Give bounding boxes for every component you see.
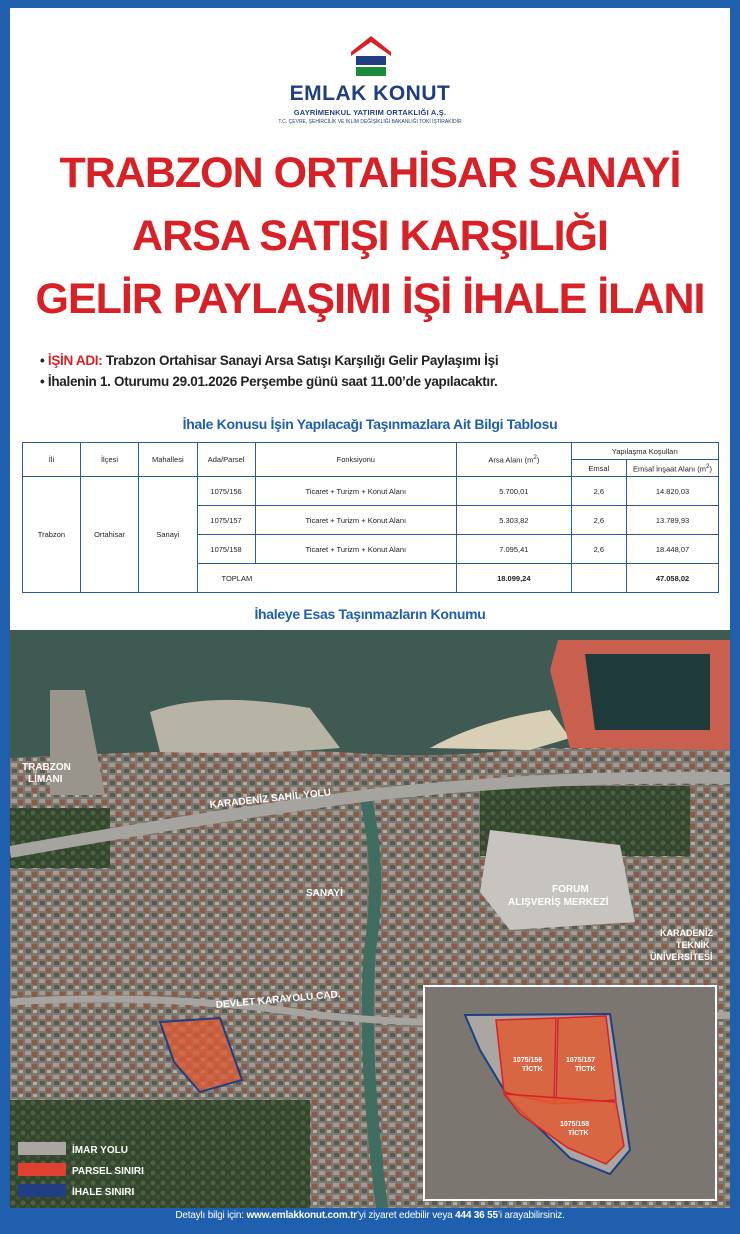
footer-middle: ’yi ziyaret edebilir veya	[356, 1210, 453, 1221]
footer-phone: 444 36 55	[455, 1210, 498, 1221]
title-line-2: ARSA SATIŞI KARŞILIĞI	[132, 212, 608, 260]
marina-water	[585, 654, 710, 730]
forum-label-1: FORUM	[552, 884, 589, 895]
parcel-156-type: TİCTK	[522, 1066, 543, 1073]
devlet-road-label: DEVLET KARAYOLU CAD.	[215, 989, 341, 1011]
house-logo-icon	[346, 30, 396, 80]
cell-emsal-alan: 14.820,03	[627, 477, 719, 506]
parcel-158-label: 1075/158	[560, 1121, 590, 1128]
emlak-konut-logo	[10, 30, 730, 140]
footer-url-link[interactable]: www.emlakkonut.com.tr	[246, 1210, 357, 1221]
cell-ada: 1075/157	[197, 506, 255, 535]
cell-emsal-alan: 13.789,93	[627, 506, 719, 535]
cell-ilce: Ortahisar	[80, 477, 138, 593]
job-key: İŞİN ADI:	[47, 353, 103, 368]
cell-fonksiyon: Ticaret + Turizm + Konut Alanı	[255, 506, 456, 535]
table-caption: İhale Konusu İşin Yapılacağı Taşınmazlara Ait Bilgi Tablosu	[182, 416, 558, 432]
header-yapilasma: Yapılaşma Koşulları	[571, 443, 718, 460]
header-ada-parsel: Ada/Parsel	[197, 443, 255, 477]
header-ilce: İlçesi	[80, 443, 138, 477]
cell-emsal: 2,6	[571, 535, 626, 564]
ktu-label-2: TEKNİK	[676, 940, 710, 950]
legend-imar-swatch	[18, 1142, 66, 1155]
coast-road-label: KARADENİZ SAHİL YOLU	[209, 787, 332, 811]
parcel-158-type: TİCTK	[568, 1130, 589, 1137]
bullet-job-name: • İŞİN ADI: Trabzon Ortahisar Sanayi Arsa Satışı Karşılığı Gelir Paylaşımı İşi	[40, 353, 499, 368]
forum-building	[480, 830, 635, 930]
legend-parsel-swatch	[18, 1163, 66, 1176]
announcement-sheet	[10, 8, 730, 1208]
brand-ministry-note: T.C. ÇEVRE, ŞEHİRCİLİK VE İKLİM DEĞİŞİKLİĞİ BAKANLIĞI TOKİ İŞTİRAKİDİR	[278, 119, 462, 125]
cell-emsal: 2,6	[571, 477, 626, 506]
parcel-157-type: TİCTK	[575, 1066, 596, 1073]
footer-contact	[0, 1210, 740, 1221]
header-mahalle: Mahallesi	[139, 443, 197, 477]
legend-parsel-label: PARSEL SINIRI	[72, 1166, 144, 1177]
header-emsal: Emsal	[571, 460, 626, 477]
ktu-label-3: ÜNİVERSİTESİ	[650, 952, 713, 962]
title-line-1: TRABZON ORTAHİSAR SANAYİ	[59, 149, 681, 197]
cell-mahalle: Sanayi	[139, 477, 197, 593]
cell-alan: 7.095,41	[456, 535, 571, 564]
parcel-156-label: 1075/156	[513, 1057, 543, 1064]
cell-emsal: 2,6	[571, 506, 626, 535]
announcement-title	[10, 142, 730, 331]
brand-name: EMLAK KONUT	[289, 82, 451, 105]
cell-ada: 1075/158	[197, 535, 255, 564]
map-legend	[18, 1142, 144, 1198]
session-text: İhalenin 1. Oturumu 29.01.2026 Perşembe günü saat 11.00’de yapılacaktır.	[47, 374, 498, 389]
cell-alan: 5.303,82	[456, 506, 571, 535]
footer-suffix: ’i arayabilirsiniz.	[497, 1210, 565, 1221]
title-line-3: GELİR PAYLAŞIMI İŞİ İHALE İLANI	[35, 275, 705, 323]
cell-fonksiyon: Ticaret + Turizm + Konut Alanı	[255, 477, 456, 506]
legend-imar-label: İMAR YOLU	[72, 1145, 128, 1156]
total-emsal-alan: 47.058,02	[627, 564, 719, 593]
cell-alan: 5.700,01	[456, 477, 571, 506]
cell-il: Trabzon	[23, 477, 81, 593]
table-row	[23, 477, 719, 506]
header-fonksiyon: Fonksiyonu	[255, 443, 456, 477]
cell-emsal-alan: 18.448,07	[627, 535, 719, 564]
cell-ada: 1075/156	[197, 477, 255, 506]
bullet-list	[40, 350, 720, 392]
bullet-session: • İhalenin 1. Oturumu 29.01.2026 Perşembe günü saat 11.00’de yapılacaktır.	[40, 374, 498, 389]
forum-label-2: ALIŞVERİŞ MERKEZİ	[508, 897, 609, 908]
brand-subtitle: GAYRİMENKUL YATIRIM ORTAKLIĞI A.Ş.	[293, 108, 447, 117]
sanayi-label: SANAYİ	[306, 888, 343, 899]
legend-ihale-swatch	[18, 1184, 66, 1197]
total-label: TOPLAM	[197, 564, 456, 593]
job-value: Trabzon Ortahisar Sanayi Arsa Satışı Karşılığı Gelir Paylaşımı İşi	[105, 353, 499, 368]
total-emsal-empty	[571, 564, 626, 593]
parcel-detail-inset	[424, 986, 716, 1200]
cell-fonksiyon: Ticaret + Turizm + Konut Alanı	[255, 535, 456, 564]
footer-prefix: Detaylı bilgi için:	[175, 1210, 244, 1221]
total-alan: 18.099,24	[456, 564, 571, 593]
header-arsa-alani: Arsa Alanı $(m^2)$	[456, 443, 571, 477]
map-caption: İhaleye Esas Taşınmazların Konumu	[254, 606, 486, 622]
port-label-1: TRABZON	[22, 762, 71, 773]
ktu-label-1: KARADENİZ	[660, 928, 713, 938]
header-emsal-alani: Emsal İnşaat Alanı $(m^2)$	[627, 460, 719, 477]
parcel-157-label: 1075/157	[566, 1057, 596, 1064]
location-map	[10, 630, 730, 1208]
property-info-table	[22, 442, 719, 593]
port-label-2: LİMANI	[28, 774, 63, 785]
header-il: İli	[23, 443, 81, 477]
legend-ihale-label: İHALE SINIRI	[72, 1187, 135, 1198]
